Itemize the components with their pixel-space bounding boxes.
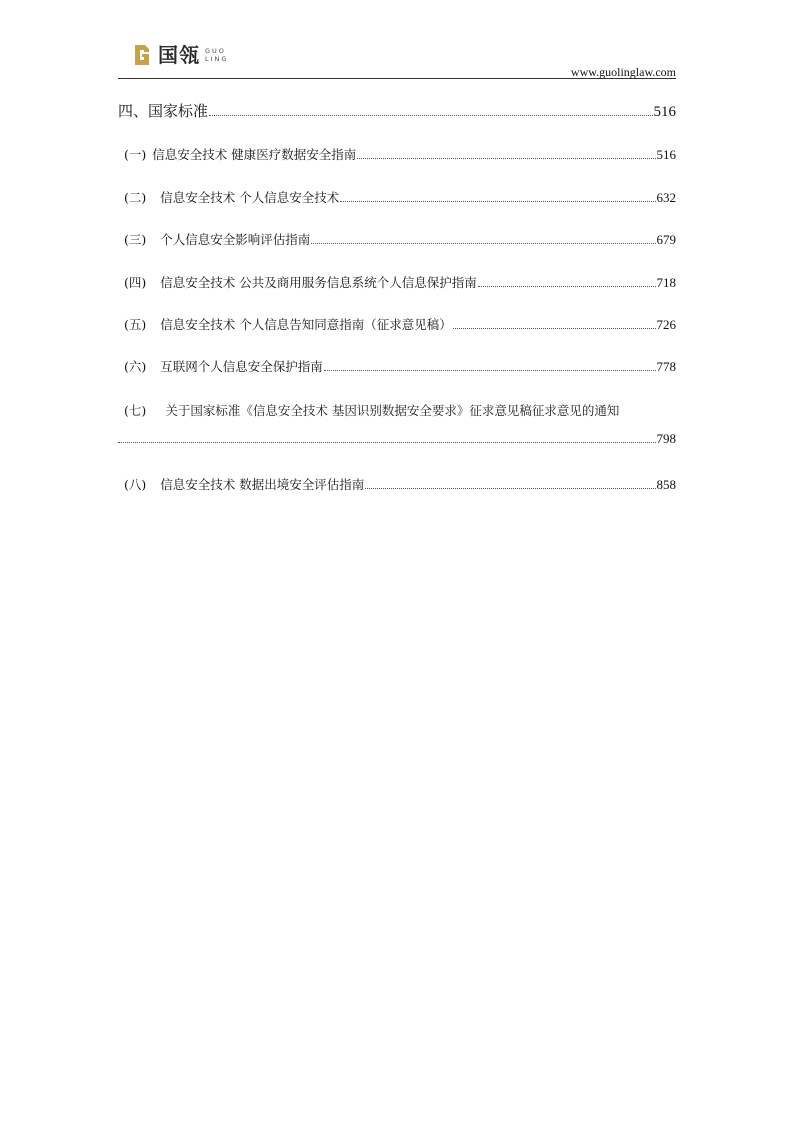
toc-entry[interactable] [118, 273, 676, 291]
toc-page-number: 632 [656, 190, 676, 205]
toc-entry-number: (二) [124, 190, 147, 205]
toc-page-number: 516 [653, 104, 676, 120]
logo-mark-icon [132, 43, 152, 67]
toc-section-title: 四、国家标准 [118, 102, 209, 120]
toc-entry[interactable] [118, 145, 676, 163]
toc-entry-wrapped-second-line[interactable] [118, 431, 676, 447]
dot-leader [324, 370, 656, 371]
toc-page-number: 679 [656, 232, 676, 247]
toc-entry[interactable] [118, 188, 676, 206]
toc-entry-number: (六) [124, 359, 147, 374]
page-header [0, 0, 794, 80]
toc-entry-title: 关于国家标准《信息安全技术 基因识别数据安全要求》征求意见稿征求意见的通知 [165, 403, 620, 418]
logo-sub-line2: LING [205, 55, 229, 63]
toc-entry-number: (三) [124, 232, 147, 247]
logo-name: 国瓴 [158, 43, 200, 67]
toc-entry-title: 互联网个人信息安全保护指南 [160, 359, 323, 374]
dot-leader [453, 328, 656, 329]
toc-entry-number: (八) [124, 477, 147, 492]
toc-page-number: 858 [656, 477, 676, 492]
toc-entry[interactable] [118, 230, 676, 248]
toc-entry-title: 信息安全技术 个人信息告知同意指南（征求意见稿） [160, 317, 452, 332]
toc-entry-number: (七) [124, 403, 147, 418]
logo-subtext [205, 47, 228, 63]
toc-entry-title: 信息安全技术 公共及商用服务信息系统个人信息保护指南 [160, 275, 477, 290]
toc-entry-number: (五) [124, 317, 147, 332]
toc-entry-number: (四) [124, 275, 147, 290]
toc-entry[interactable] [118, 315, 676, 333]
toc-page-number: 726 [656, 317, 676, 332]
dot-leader [365, 488, 655, 489]
toc-entry-wrapped-first-line[interactable] [118, 400, 676, 419]
dot-leader [357, 158, 655, 159]
dot-leader [118, 442, 656, 443]
dot-leader [311, 243, 655, 244]
toc-entry-title: 信息安全技术 数据出境安全评估指南 [160, 477, 365, 492]
toc-entry-title: 信息安全技术 个人信息安全技术 [160, 190, 340, 205]
toc-entry[interactable] [118, 475, 676, 493]
toc-entry-number: (一) [124, 147, 147, 162]
logo-sub-line1: GUO [205, 47, 226, 55]
header-divider [118, 78, 676, 79]
dot-leader [340, 201, 655, 202]
toc-page-number: 778 [656, 359, 676, 374]
toc-section-entry[interactable] [118, 100, 676, 121]
logo [132, 42, 228, 68]
site-url[interactable]: www.guolinglaw.com [570, 65, 676, 79]
toc-page-number: 516 [656, 147, 676, 162]
dot-leader [209, 115, 652, 116]
toc-page-number: 798 [656, 431, 676, 446]
toc-entry-title: 信息安全技术 健康医疗数据安全指南 [152, 147, 357, 162]
toc-entry-title: 个人信息安全影响评估指南 [160, 232, 311, 247]
toc-entry[interactable] [118, 357, 676, 375]
dot-leader [478, 286, 656, 287]
toc-page-number: 718 [656, 275, 676, 290]
